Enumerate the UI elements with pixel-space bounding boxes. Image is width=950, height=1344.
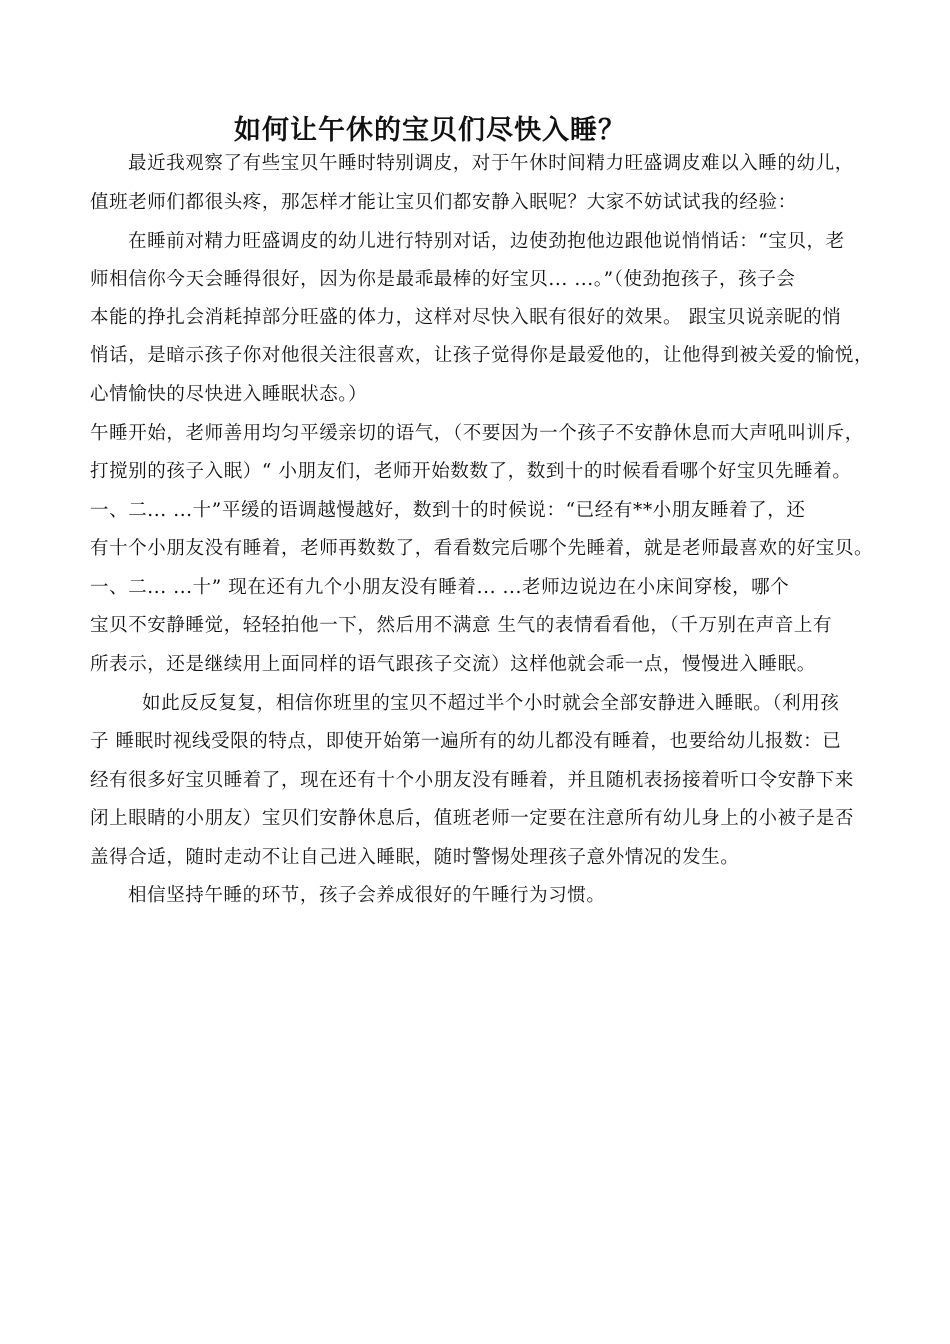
paragraph-line: 子 睡眠时视线受限的特点，即使开始第一遍所有的幼儿都没有睡着，也要给幼儿报数：已 <box>90 731 842 752</box>
paragraph-line: 闭上眼睛的小朋友）宝贝们安静休息后，值班老师一定要在注意所有幼儿身上的小被子是否 <box>90 808 855 829</box>
paragraph-line: 师相信你今天会睡得很好，因为你是最乖最棒的好宝贝... ...。”（使劲抱孩子，孩子会 <box>90 269 796 290</box>
paragraph-line: 心情愉快的尽快进入睡眠状态。） <box>90 384 368 405</box>
paragraph-line: 如此反反复复，相信你班里的宝贝不超过半个小时就会全部安静进入睡眠。（利用孩 <box>142 693 840 714</box>
paragraph-line: 一、二... ...十” 现在还有九个小朋友没有睡着... ...老师边说边在小床间穿梭，哪个 <box>90 577 790 598</box>
paragraph-line: 最近我观察了有些宝贝午睡时特别调皮，对于午休时间精力旺盛调皮难以入睡的幼儿， <box>128 153 854 174</box>
document-title: 如何让午休的宝贝们尽快入睡？ <box>234 115 626 146</box>
paragraph-line: 盖得合适，随时走动不让自己进入睡眠，随时警惕处理孩子意外情况的发生。 <box>90 847 740 868</box>
paragraph-line: 相信坚持午睡的环节，孩子会养成很好的午睡行为习惯。 <box>128 885 606 906</box>
paragraph-line: 一、二... ...十”平缓的语调越慢越好，数到十的时候说：“已经有**小朋友睡着了，还 <box>90 500 806 521</box>
paragraph-line: 在睡前对精力旺盛调皮的幼儿进行特别对话，边使劲抱他边跟他说悄悄话：“宝贝，老 <box>128 231 845 252</box>
paragraph-line: 值班老师们都很头疼，那怎样才能让宝贝们都安静入眠呢？大家不妨试试我的经验： <box>90 192 797 213</box>
paragraph-line: 午睡开始，老师善用均匀平缓亲切的语气，（不要因为一个孩子不安静休息而大声吼叫训斥， <box>90 423 864 444</box>
paragraph-line: 所表示，还是继续用上面同样的语气跟孩子交流）这样他就会乖一点，慢慢进入睡眠。 <box>90 654 816 675</box>
paragraph-line: 本能的挣扎会消耗掉部分旺盛的体力，这样对尽快入眠有很好的效果。 跟宝贝说亲昵的悄 <box>90 307 842 328</box>
paragraph-line: 有十个小朋友没有睡着，老师再数数了，看看数完后哪个先睡着，就是老师最喜欢的好宝贝。 <box>90 538 874 559</box>
paragraph-line: 打搅别的孩子入眠）“ 小朋友们，老师开始数数了，数到十的时候看看哪个好宝贝先睡着。 <box>90 461 852 482</box>
paragraph-line: 经有很多好宝贝睡着了，现在还有十个小朋友没有睡着，并且随机表扬接着听口令安静下来 <box>90 770 855 791</box>
paragraph-line: 宝贝不安静睡觉，轻轻拍他一下，然后用不满意 生气的表情看看他，（千万别在声音上有 <box>90 615 833 636</box>
paragraph-line: 悄话，是暗示孩子你对他很关注很喜欢，让孩子觉得你是最爱他的，让他得到被关爱的愉悦， <box>90 345 874 366</box>
